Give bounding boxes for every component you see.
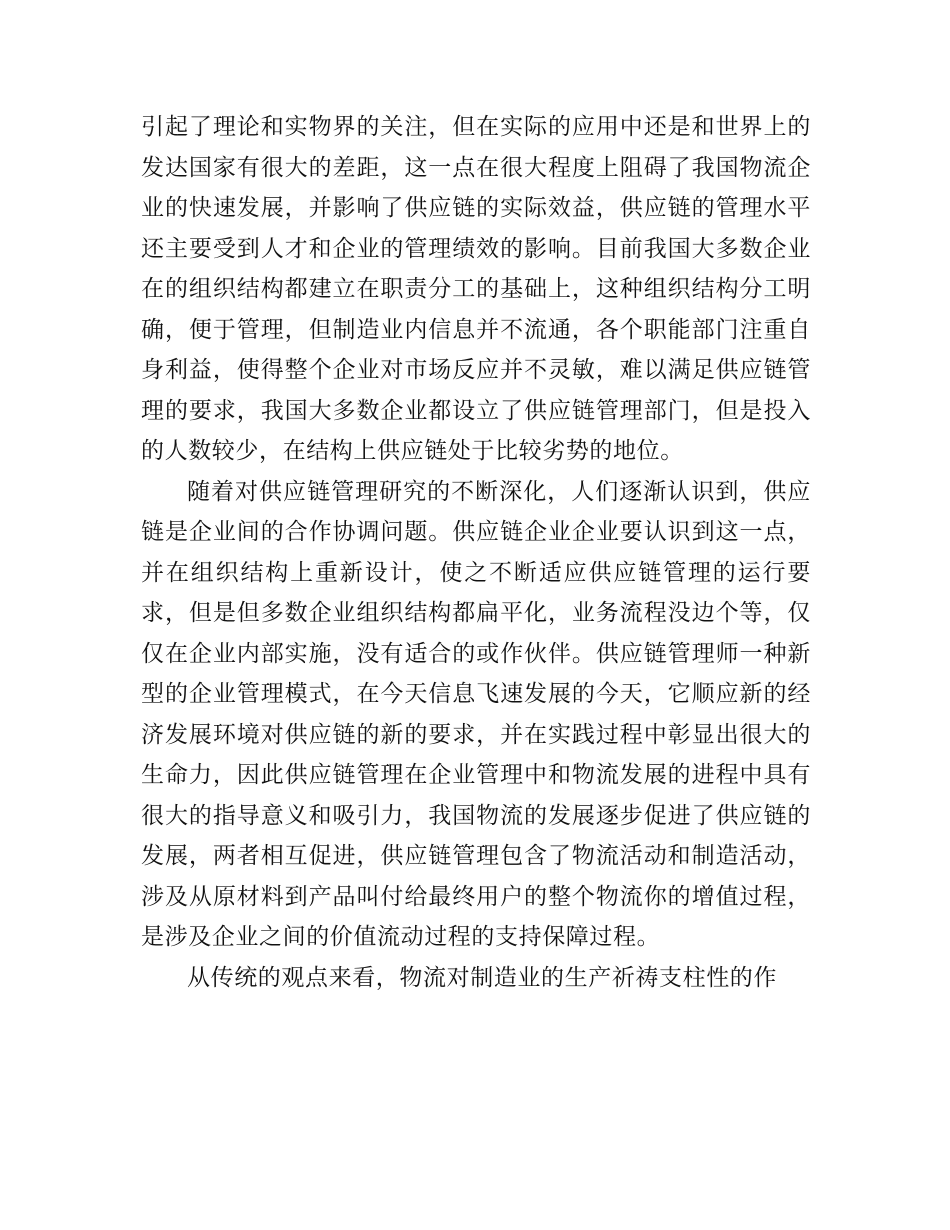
paragraph-3: 从传统的观点来看，物流对制造业的生产祈祷支柱性的作 xyxy=(187,964,777,991)
document-body xyxy=(141,107,811,998)
paragraph-1: 引起了理论和实物界的关注，但在实际的应用中还是和世界上的发达国家有很大的差距，这一点在很大程度上阻碍了我国物流企业的快速发展，并影响了供应链的实际效益，供应链的管理水平还主要受到人才和企业的管理绩效的影响。目前我国大多数企业在的组织结构都建立在职责分工的基础上，这种组织结构分工明确，便于管理，但制造业内信息并不流通，各个职能部门注重自身利益，使得整个企业对市场反应并不灵敏，难以满足供应链管理的要求，我国大多数企业都设立了供应链管理部门，但是投入的人数较少，在结构上供应链处于比较劣势的地位。 xyxy=(141,114,811,464)
paragraph-2: 随着对供应链管理研究的不断深化，人们逐渐认识到，供应链是企业间的合作协调问题。供应链企业企业要认识到这一点，并在组织结构上重新设计，使之不断适应供应链管理的运行要求，但是但多数企业组织结构都扁平化，业务流程没边个等，仅仅在企业内部实施，没有适合的或作伙伴。供应链管理师一种新型的企业管理模式，在今天信息飞速发展的今天，它顺应新的经济发展环境对供应链的新的要求，并在实践过程中彰显出很大的生命力，因此供应链管理在企业管理中和物流发展的进程中具有很大的指导意义和吸引力，我国物流的发展逐步促进了供应链的发展，两者相互促进，供应链管理包含了物流活动和制造活动，涉及从原材料到产品叫付给最终用户的整个物流你的增值过程，是涉及企业之间的价值流动过程的支持保障过程。 xyxy=(141,478,811,950)
